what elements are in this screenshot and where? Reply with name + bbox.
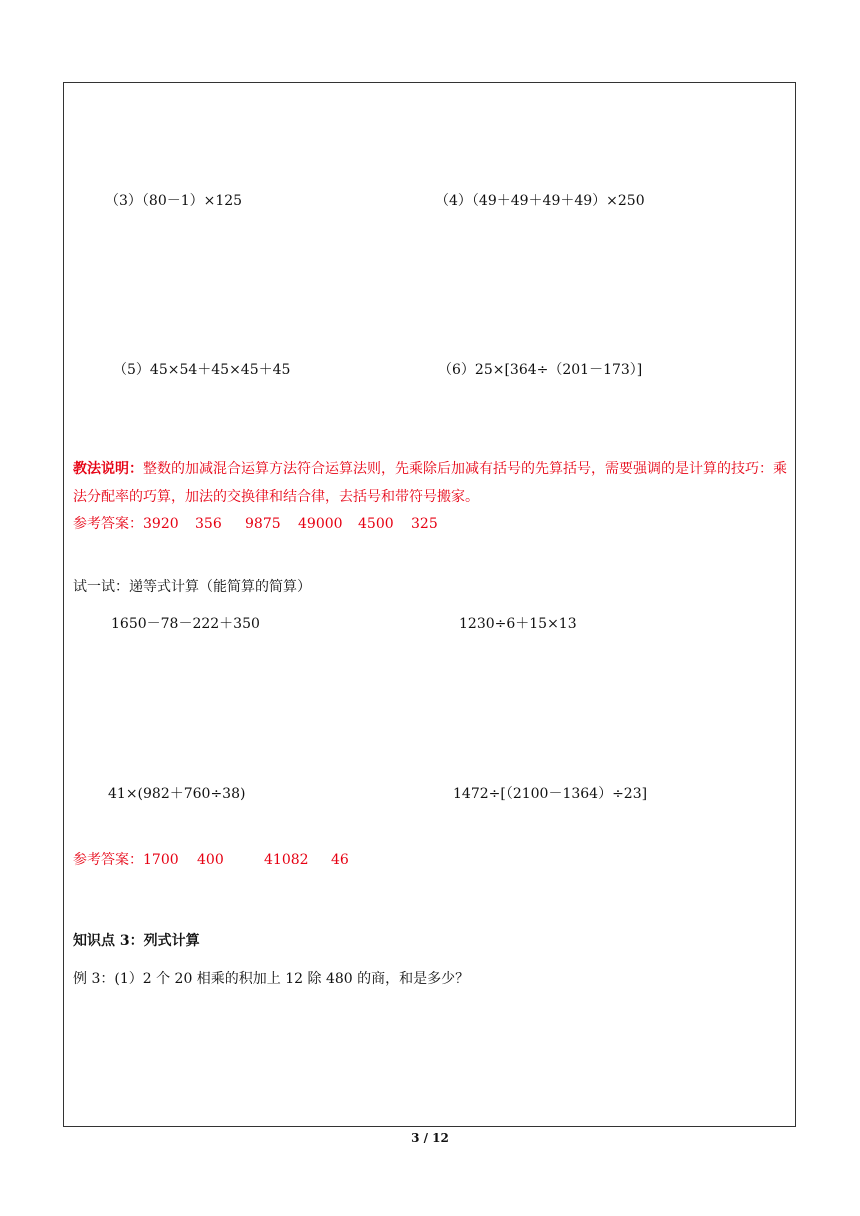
answer-value: 3920 (143, 516, 179, 532)
answer-value: 356 (195, 516, 222, 532)
answer-value: 325 (411, 516, 438, 532)
problem-3: （3）（80－1）×125 (105, 193, 243, 209)
answer-value: 49000 (298, 516, 343, 532)
answer-value: 9875 (245, 516, 281, 532)
try-expr-2: 1230÷6＋15×13 (459, 616, 577, 632)
teaching-note-text: 整数的加减混合运算方法符合运算法则，先乘除后加减有括号的先算括号，需要强调的是计算的技巧：乘法分配率的巧算，加法的交换律和结合律，去括号和带符号搬家。 (73, 461, 787, 505)
teaching-note (73, 455, 793, 511)
problem-4: （4）（49＋49＋49＋49）×250 (435, 193, 645, 209)
knowledge-title: 知识点 3：列式计算 (73, 933, 200, 949)
problem-6: （6）25×[364÷（201－173）] (438, 362, 643, 378)
answer-value: 46 (331, 852, 349, 868)
page-number: 3 / 12 (411, 1131, 449, 1145)
try-expr-3: 41×(982＋760÷38) (108, 786, 246, 802)
example-3: 例 3：(1）2 个 20 相乘的积加上 12 除 480 的商，和是多少？ (73, 971, 470, 987)
answers-1 (73, 515, 438, 533)
answers-2-label: 参考答案： (73, 852, 143, 868)
answer-value: 400 (197, 852, 224, 868)
problem-5: （5）45×54＋45×45＋45 (113, 362, 291, 378)
try-title: 试一试：递等式计算（能简算的简算） (73, 579, 311, 595)
try-expr-4: 1472÷[（2100－1364）÷23] (453, 786, 648, 802)
answers-2 (73, 851, 349, 869)
try-expr-1: 1650－78－222＋350 (111, 616, 260, 632)
answer-value: 1700 (143, 852, 179, 868)
answer-value: 4500 (358, 516, 394, 532)
teaching-note-label: 教法说明： (73, 461, 143, 477)
answer-value: 41082 (264, 852, 309, 868)
answers-1-label: 参考答案： (73, 516, 143, 532)
